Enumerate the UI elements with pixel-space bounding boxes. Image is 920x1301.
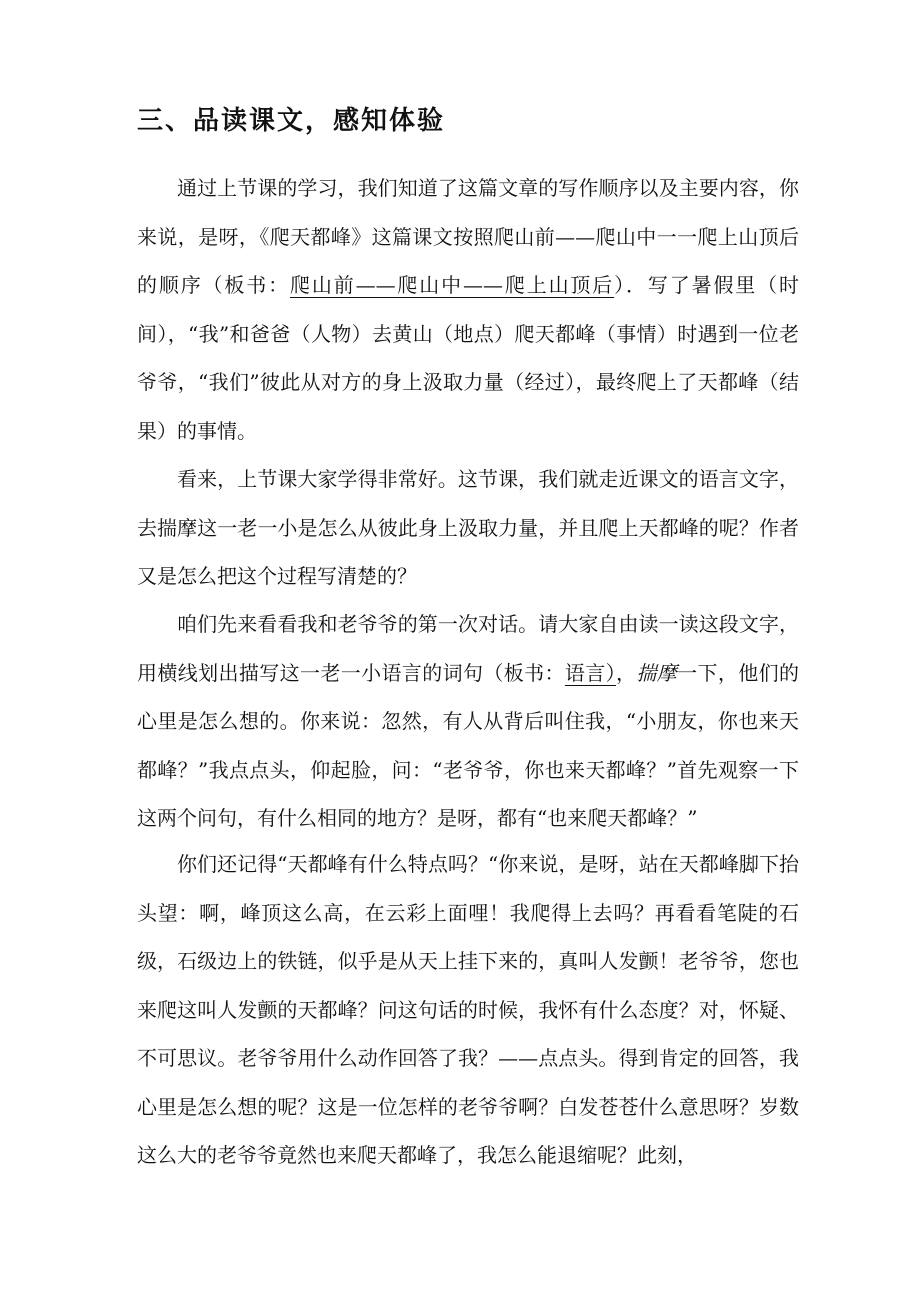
p1-underlined-board-note: 爬山前——爬山中——爬上山顶后 (290, 273, 615, 297)
p1-text-a: 通过上节课的学习，我们知道了这篇文章的写作顺序以及主要内容，你来说，是呀，《爬天都峰》这篇课文按照爬山前——爬山中一一爬上山顶后的顺序（板书： (137, 176, 799, 297)
p3-underlined-board-note: 语言） (564, 660, 616, 685)
p3-text-b: 一下，他们的心里是怎么想的。你来说：忽然，有人从背后叫住我，“小朋友，你也来天都峰？”我点点头，仰起脸，问：“老爷爷，你也来天都峰？”首先观察一下这两个问句，有什么相同的地方？是呀，都有“也来爬天都峰？” (137, 660, 799, 830)
p3-italic-word: 揣摩 (636, 660, 678, 685)
p3-text-a: 咱们先来看看我和老爷爷的第一次对话。请大家自由读一读这段文字，用横线划出描写这一老一小语言的词句（板书： (137, 612, 799, 685)
paragraph-4: 你们还记得“天都峰有什么特点吗？“你来说，是呀，站在天都峰脚下抬头望：啊，峰顶这么高，在云彩上面哩！我爬得上去吗？再看看笔陡的石级，石级边上的铁链，似乎是从天上挂下来的，真叫人发颤！老爷爷，您也来爬这叫人发颤的天都峰？问这句话的时候，我怀有什么态度？对，怀疑、不可思议。老爷爷用什么动作回答了我？——点点头。得到肯定的回答，我心里是怎么想的呢？这是一位怎样的老爷爷啊？白发苍苍什么意思呀？岁数这么大的老爷爷竟然也来爬天都峰了，我怎么能退缩呢？此刻， (137, 852, 799, 1167)
paragraph-3 (137, 600, 799, 843)
p3-separator: ， (616, 660, 637, 685)
section-heading: 三、品读课文，感知体验 (137, 106, 446, 136)
paragraph-1 (137, 164, 799, 455)
paragraph-2: 看来，上节课大家学得非常好。这节课，我们就走近课文的语言文字，去揣摩这一老一小是怎么从彼此身上汲取力量，并且爬上天都峰的呢？作者又是怎么把这个过程写清楚的？ (137, 467, 799, 588)
p1-text-b: ）．写了暑假里（时间），“我”和爸爸（人物）去黄山（地点）爬天都峰（事情）时遇到一位老爷爷，“我们”彼此从对方的身上汲取力量（经过），最终爬上了天都峰（结果）的事情。 (137, 273, 800, 443)
